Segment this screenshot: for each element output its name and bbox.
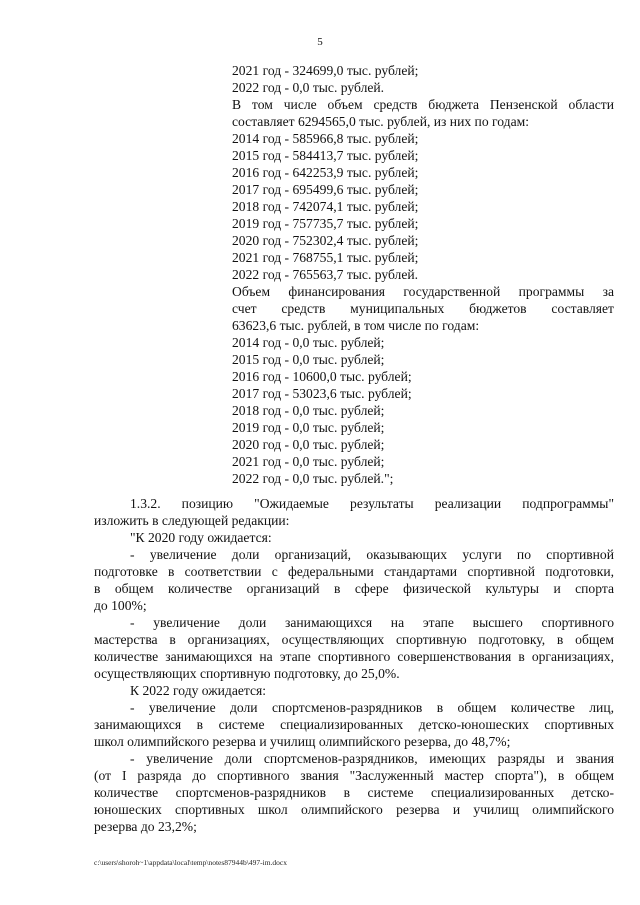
bullet-line: занимающихся в системе специализированных детско-юношеских спортивных xyxy=(94,717,614,732)
bullet-line: школ олимпийского резерва и училищ олимпийского резерва, до 48,7%; xyxy=(94,734,511,749)
regional-intro-line: В том числе объем средств бюджета Пензенской области xyxy=(232,97,614,112)
section-line: 1.3.2. позицию "Ожидаемые результаты реализации подпрограммы" xyxy=(130,496,614,511)
bullet-line: в общем количестве организаций в сфере физической культуры и спорта xyxy=(94,581,614,596)
regional-line: 2015 год - 584413,7 тыс. рублей; xyxy=(232,148,419,163)
bullet-line: осуществляющих спортивную подготовку, до 25,0%. xyxy=(94,666,400,681)
regional-intro-line: составляет 6294565,0 тыс. рублей, из них по годам: xyxy=(232,114,529,129)
bullet-paragraph xyxy=(94,699,614,750)
bullet-line: - увеличение доли занимающихся на этапе высшего спортивного xyxy=(130,615,614,630)
bullet-line: количестве спортсменов-разрядников в системе специализированных детско- xyxy=(94,785,614,800)
municipal-line: 2017 год - 53023,6 тыс. рублей; xyxy=(232,386,412,401)
bullet-line: мастерства в организациях, осуществляющих спортивную подготовку, в общем xyxy=(94,632,614,647)
municipal-line: 2021 год - 0,0 тыс. рублей; xyxy=(232,454,385,469)
bullet-paragraph xyxy=(94,750,614,835)
regional-line: 2018 год - 742074,1 тыс. рублей; xyxy=(232,199,419,214)
municipal-line: 2016 год - 10600,0 тыс. рублей; xyxy=(232,369,412,384)
section-line: К 2022 году ожидается: xyxy=(130,683,267,698)
municipal-line: 2014 год - 0,0 тыс. рублей; xyxy=(232,335,385,350)
regional-line: 2021 год - 768755,1 тыс. рублей; xyxy=(232,250,419,265)
bullet-paragraph xyxy=(94,546,614,614)
bullet-line: до 100%; xyxy=(94,598,147,613)
bullet-line: подготовке в соответствии с федеральными стандартами спортивной подготовки, xyxy=(94,564,614,579)
document-body xyxy=(94,62,614,835)
municipal-line: 2022 год - 0,0 тыс. рублей."; xyxy=(232,471,394,486)
bullet-line: количестве занимающихся на этапе спортивного совершенствования в организациях, xyxy=(94,649,614,664)
bullet-line: юношеских спортивных школ олимпийского резерва и училищ олимпийского xyxy=(94,802,614,817)
regional-line: 2016 год - 642253,9 тыс. рублей; xyxy=(232,165,419,180)
bullet-line: - увеличение доли спортсменов-разрядников в общем количестве лиц, xyxy=(130,700,614,715)
bullet-line: резерва до 23,2%; xyxy=(94,819,197,834)
section-heading xyxy=(94,495,614,546)
municipal-intro-line: Объем финансирования государственной программы за xyxy=(232,284,614,299)
regional-line: 2022 год - 765563,7 тыс. рублей. xyxy=(232,267,419,282)
municipal-line: 2020 год - 0,0 тыс. рублей; xyxy=(232,437,385,452)
municipal-line: 2015 год - 0,0 тыс. рублей; xyxy=(232,352,385,367)
regional-line: 2019 год - 757735,7 тыс. рублей; xyxy=(232,216,419,231)
bullet-paragraph xyxy=(94,614,614,682)
municipal-intro-line: счет средств муниципальных бюджетов составляет xyxy=(232,301,614,316)
municipal-intro-line: 63623,6 тыс. рублей, в том числе по годам: xyxy=(232,318,480,333)
bullet-line: - увеличение доли организаций, оказывающих услуги по спортивной xyxy=(130,547,614,562)
municipal-line: 2019 год - 0,0 тыс. рублей; xyxy=(232,420,385,435)
bullet-line: - увеличение доли спортсменов-разрядников, имеющих разряды и звания xyxy=(130,751,614,766)
bullet-line: (от I разряда до спортивного звания "Заслуженный мастер спорта"), в общем xyxy=(94,768,614,783)
municipal-line: 2018 год - 0,0 тыс. рублей; xyxy=(232,403,385,418)
funding-line: 2022 год - 0,0 тыс. рублей. xyxy=(232,80,385,95)
funding-block xyxy=(232,62,614,487)
footer-file-path: c:\users\shoroh~1\appdata\local\temp\notes87944b\497-im.docx xyxy=(94,858,287,867)
section-line: "К 2020 году ожидается: xyxy=(130,530,272,545)
regional-line: 2020 год - 752302,4 тыс. рублей; xyxy=(232,233,419,248)
page-number: 5 xyxy=(317,36,323,48)
funding-line: 2021 год - 324699,0 тыс. рублей; xyxy=(232,63,419,78)
section-line: изложить в следующей редакции: xyxy=(94,513,290,528)
regional-line: 2017 год - 695499,6 тыс. рублей; xyxy=(232,182,419,197)
regional-line: 2014 год - 585966,8 тыс. рублей; xyxy=(232,131,419,146)
